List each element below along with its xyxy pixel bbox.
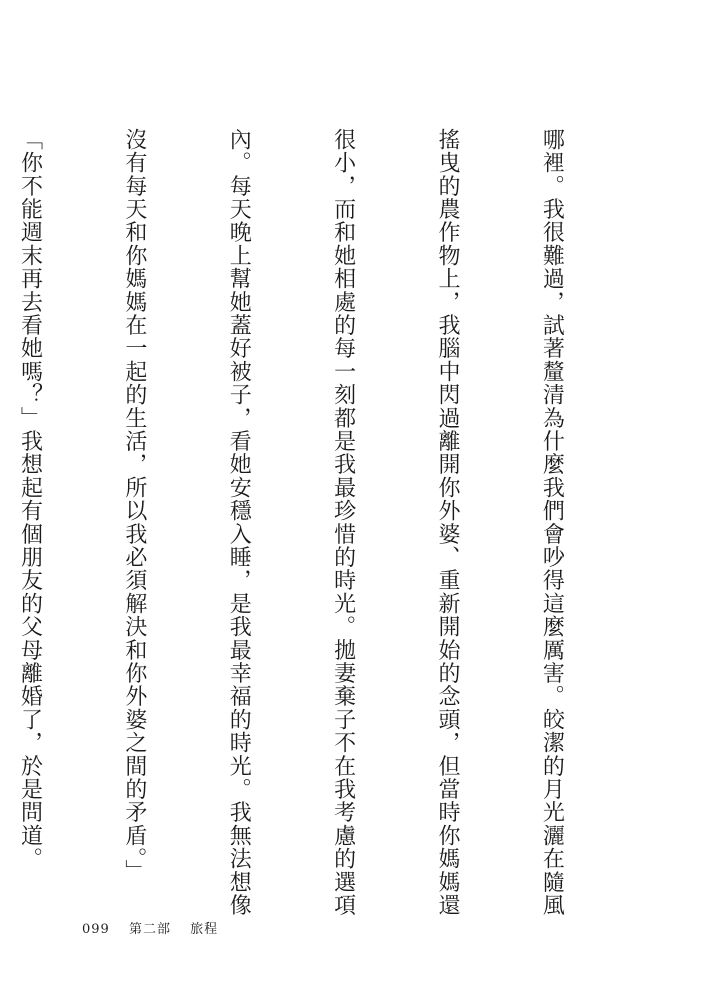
part-title: 第二部	[128, 922, 171, 937]
chapter-title: 旅程	[190, 922, 219, 937]
text-column-2: 搖曳的農作物上，我腦中閃過離開你外婆、重新開始的念頭，但當時你媽媽還	[435, 128, 461, 917]
text-column-1: 哪裡。我很難過，試著釐清為什麼我們會吵得這麼厲害。皎潔的月光灑在隨風	[539, 128, 565, 917]
body-text	[17, 128, 638, 917]
text-column-3: 很小，而和她相處的每一刻都是我最珍惜的時光。拋妻棄子不在我考慮的選項	[330, 128, 356, 917]
text-column-5: 沒有每天和你媽媽在一起的生活，所以我必須解決和你外婆之間的矛盾。」	[121, 128, 147, 883]
page-number: 099	[82, 922, 110, 937]
page-footer	[82, 918, 232, 937]
text-column-4: 內。每天晚上幫她蓋好被子，看她安穩入睡，是我最幸福的時光。我無法想像	[226, 128, 252, 917]
text-column-6: 「你不能週末再去看她嗎？」我想起有個朋友的父母離婚了，於是問道。	[17, 128, 43, 871]
